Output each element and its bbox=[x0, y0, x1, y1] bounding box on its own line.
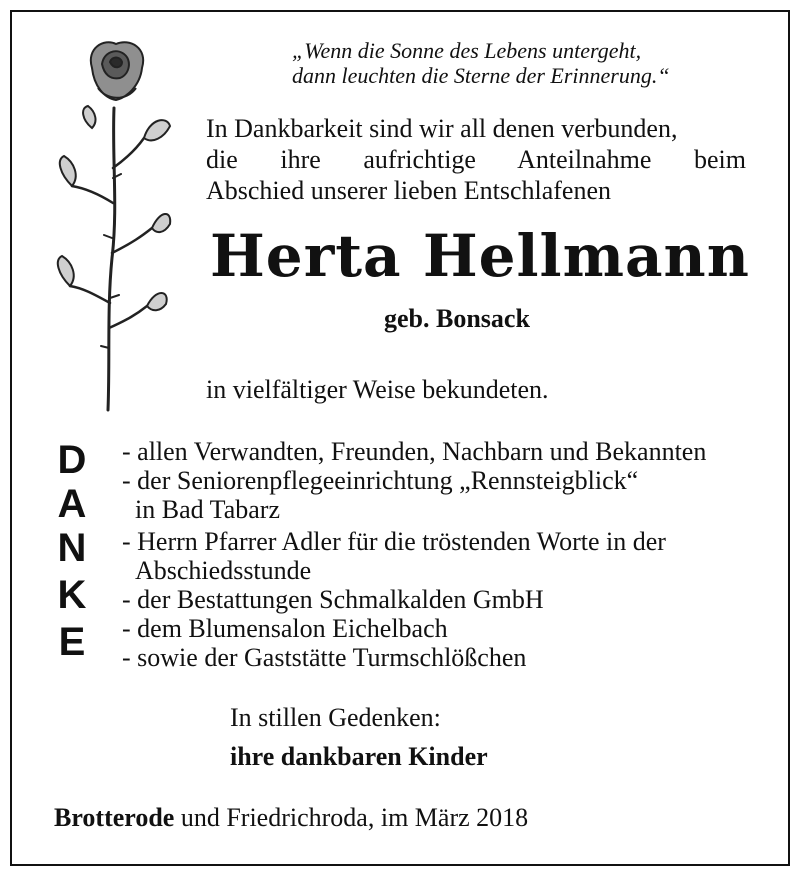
memorial-line: In stillen Gedenken: bbox=[230, 703, 441, 732]
intro-line-2: die ihre aufrichtige Anteilnahme beim bbox=[206, 145, 746, 174]
danke-letter-k: K bbox=[57, 573, 87, 617]
rose-icon bbox=[52, 38, 172, 418]
thanks-item: - der Bestattungen Schmalkalden GmbH bbox=[122, 585, 544, 614]
danke-letter-d: D bbox=[57, 438, 87, 482]
intro-line-3: Abschied unserer lieben Entschlafenen bbox=[206, 176, 612, 205]
quote-line-2: dann leuchten die Sterne der Erinnerung.“ bbox=[292, 63, 670, 88]
thanks-item: - allen Verwandten, Freunden, Nachbarn und Bekannten bbox=[122, 437, 707, 466]
closing-intro: in vielfältiger Weise bekundeten. bbox=[206, 375, 549, 404]
birth-name: geb. Bonsack bbox=[384, 304, 530, 333]
thanks-item: - der Seniorenpflegeeinrichtung „Rennsteigblick“ bbox=[122, 466, 639, 495]
place-date bbox=[54, 802, 528, 833]
thanks-item-continuation: Abschiedsstunde bbox=[135, 556, 312, 585]
danke-letter-n: N bbox=[57, 526, 87, 570]
memorial-signature: ihre dankbaren Kinder bbox=[230, 742, 488, 771]
danke-letter-e: E bbox=[58, 620, 86, 664]
quote-line-1: „Wenn die Sonne des Lebens untergeht, bbox=[292, 38, 642, 63]
intro-line-1: In Dankbarkeit sind wir all denen verbunden, bbox=[206, 114, 678, 143]
danke-letter-a: A bbox=[57, 482, 87, 526]
place-date-rest: und Friedrichroda, im März 2018 bbox=[174, 803, 529, 832]
deceased-name: Herta Hellmann bbox=[210, 222, 750, 290]
thanks-item: - dem Blumensalon Eichelbach bbox=[122, 614, 448, 643]
thanks-item: - sowie der Gaststätte Turmschlößchen bbox=[122, 643, 527, 672]
thanks-item-continuation: in Bad Tabarz bbox=[135, 495, 280, 524]
thanks-item: - Herrn Pfarrer Adler für die tröstenden Worte in der bbox=[122, 527, 666, 556]
place-town: Brotterode bbox=[54, 803, 175, 832]
